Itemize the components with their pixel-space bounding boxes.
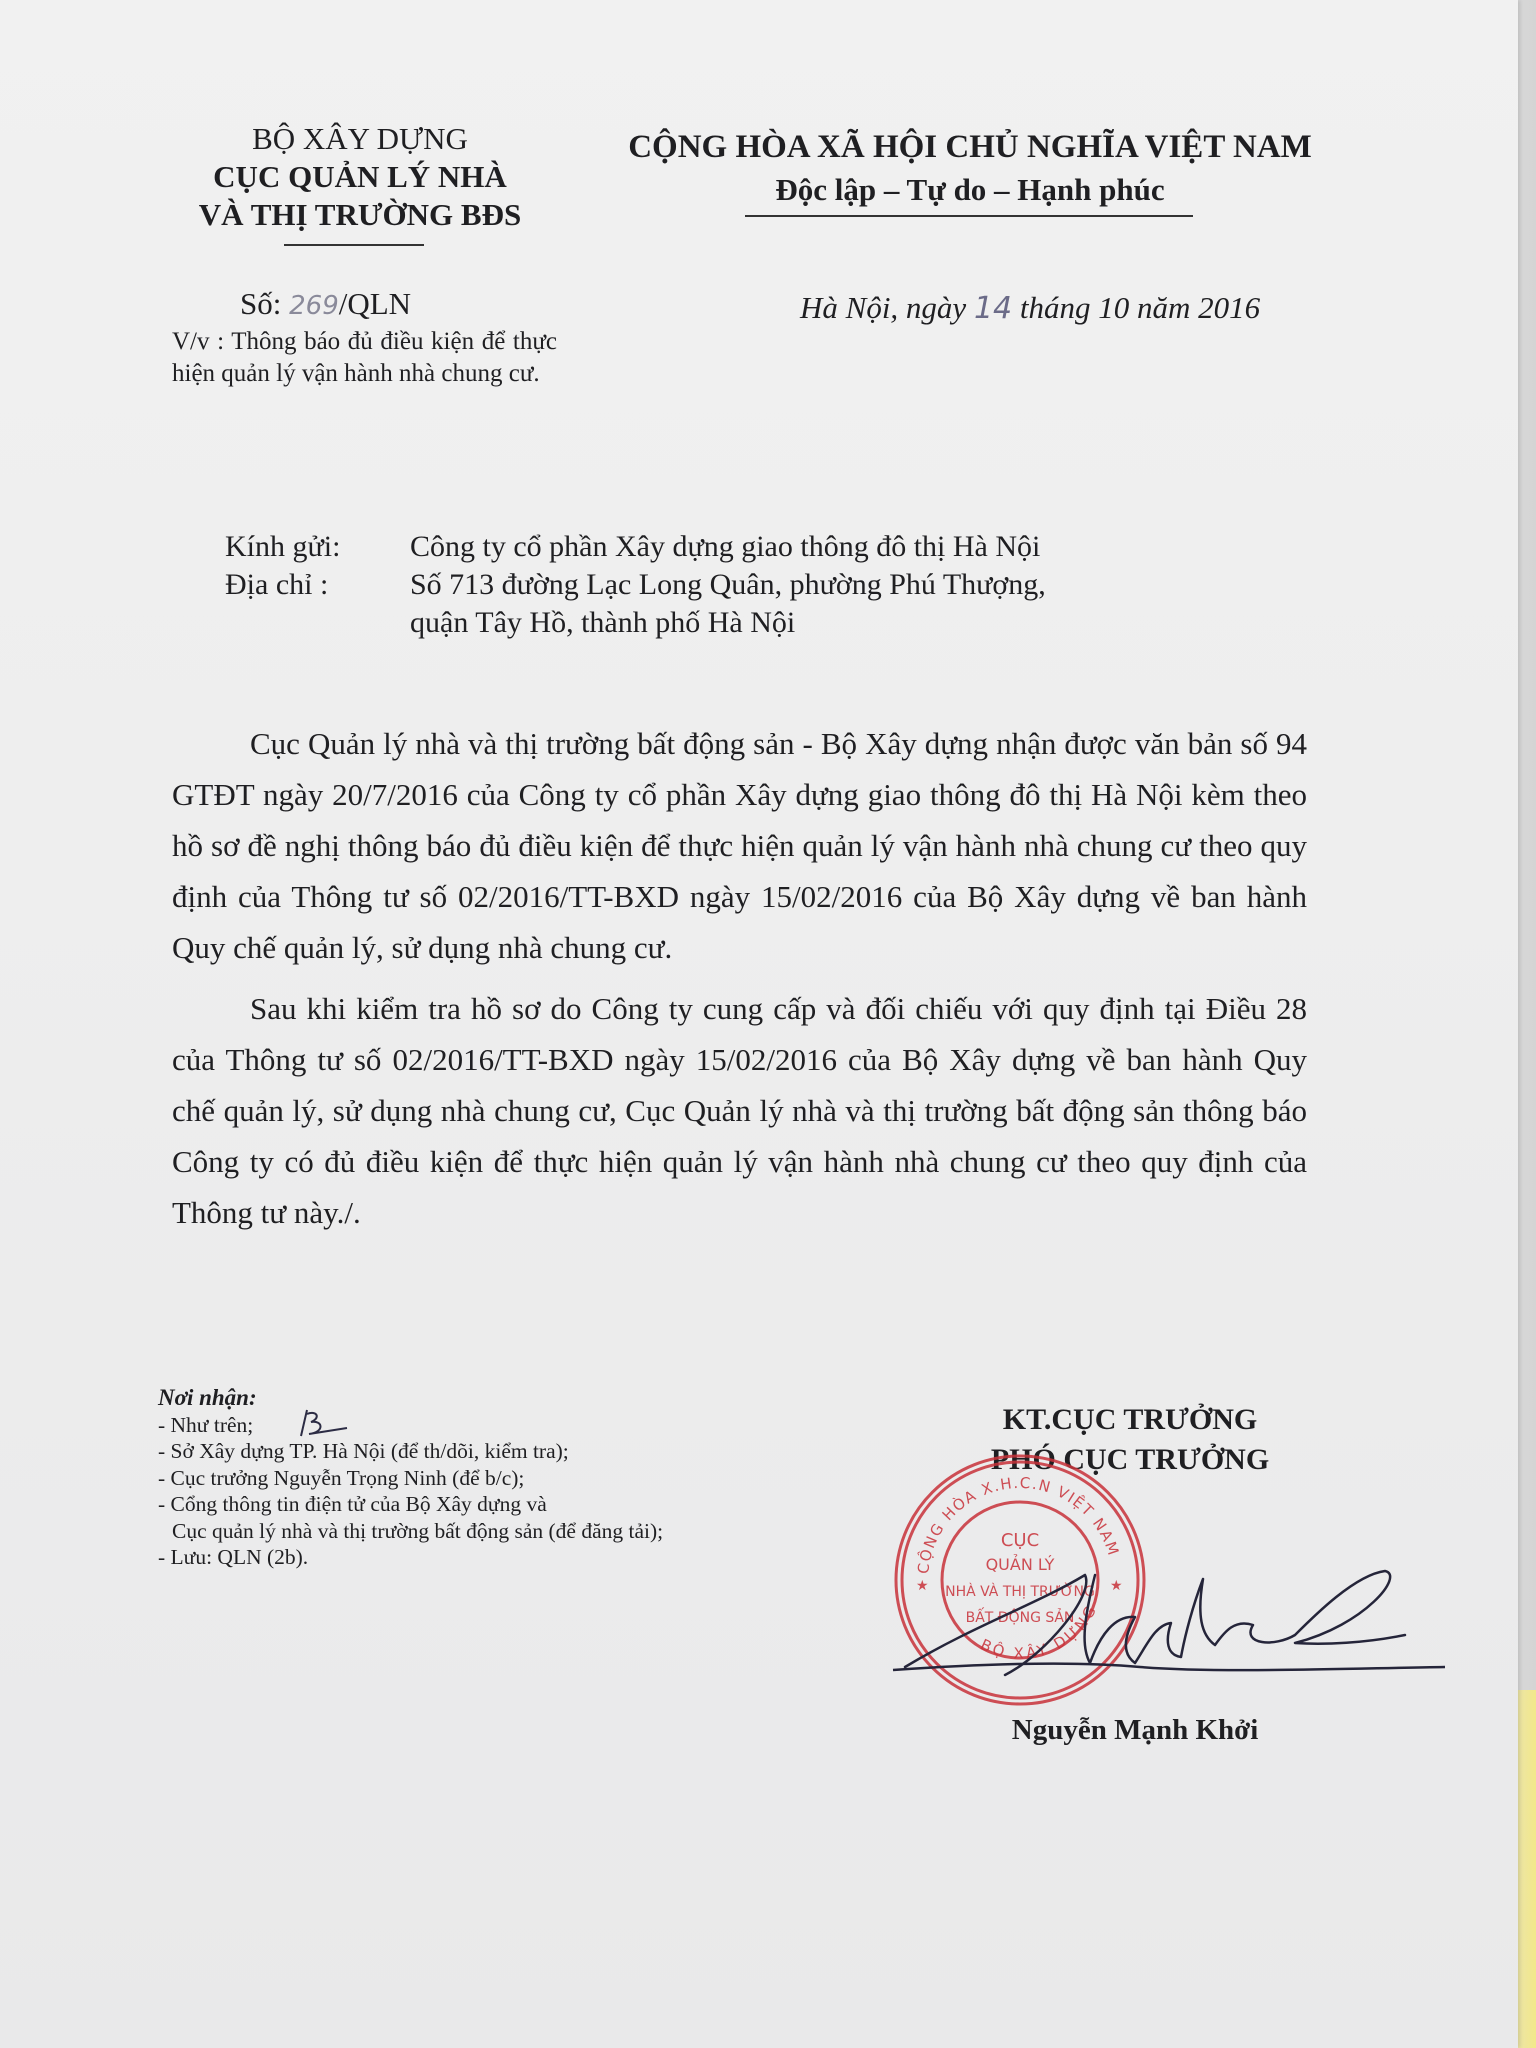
distribution-item: - Cổng thông tin điện tử của Bộ Xây dựng và	[158, 1492, 547, 1516]
distribution-item: - Sở Xây dựng TP. Hà Nội (để th/dõi, kiểm tra);	[158, 1439, 569, 1463]
body-paragraph-2: Sau khi kiểm tra hồ sơ do Công ty cung cấp và đối chiếu với quy định tại Điều 28 của Thông tư số 02/2016/TT-BXD ngày 15/02/2016 của Bộ Xây dựng về ban hành Quy chế quản lý, sử dụng nhà chung cư, Cục Quản lý nhà và thị trường bất động sản thông báo Công ty có đủ điều kiện để thực hiện quản lý vận hành nhà chung cư theo quy định của Thông tư này./.	[172, 991, 1307, 1230]
svg-text:NHÀ VÀ THỊ TRƯỜNG: NHÀ VÀ THỊ TRƯỜNG	[945, 1584, 1095, 1600]
letter-body	[172, 718, 1307, 1248]
department-name-line2: VÀ THỊ TRƯỜNG BĐS	[198, 197, 522, 232]
svg-text:★: ★	[1110, 1578, 1123, 1594]
issue-date: Hà Nội, ngày 14 tháng 10 năm 2016	[800, 290, 1261, 326]
issue-day-handwritten: 14	[973, 291, 1013, 326]
initials-mark	[293, 1406, 353, 1444]
national-header	[570, 125, 1370, 211]
motto-underline	[745, 215, 1193, 217]
distribution-item: - Như trên;	[158, 1412, 798, 1439]
handwritten-signature	[885, 1535, 1455, 1695]
svg-text:BỘ XÂY DỰNG: BỘ XÂY DỰNG	[977, 1600, 1102, 1663]
address-label: Địa chỉ :	[225, 568, 329, 601]
ministry-name: BỘ XÂY DỰNG	[252, 121, 468, 156]
body-paragraph-1: Cục Quản lý nhà và thị trường bất động sản - Bộ Xây dựng nhận được văn bản số 94 GTĐT ngày 20/7/2016 của Công ty cổ phần Xây dựng giao thông đô thị Hà Nội kèm theo hồ sơ đề nghị thông báo đủ điều kiện để thực hiện quản lý vận hành nhà chung cư theo quy định của Thông tư số 02/2016/TT-BXD ngày 15/02/2016 của Bộ Xây dựng về ban hành Quy chế quản lý, sử dụng nhà chung cư.	[172, 726, 1307, 965]
document-subject: V/v : Thông báo đủ điều kiện để thực hiện quản lý vận hành nhà chung cư.	[172, 328, 557, 387]
svg-text:CỘNG HÒA X.H.C.N VIỆT NAM: CỘNG HÒA X.H.C.N VIỆT NAM	[914, 1473, 1123, 1575]
signer-title-1: KT.CỤC TRƯỞNG	[1002, 1403, 1258, 1436]
address-line1: Số 713 đường Lạc Long Quân, phường Phú Thượng,	[410, 568, 1046, 601]
distribution-item: - Cục trưởng Nguyễn Trọng Ninh (để b/c);	[158, 1465, 525, 1490]
signer-name: Nguyễn Mạnh Khởi	[1011, 1714, 1259, 1746]
document-number: Số: 269/QLN	[240, 286, 412, 321]
distribution-item: Cục quản lý nhà và thị trường bất động sản (để đăng tải);	[172, 1518, 664, 1543]
country-name: CỘNG HÒA XÃ HỘI CHỦ NGHĨA VIỆT NAM	[628, 129, 1312, 165]
svg-text:CỤC: CỤC	[1000, 1530, 1040, 1551]
issuer-underline	[284, 244, 424, 246]
signer-title-2: PHÓ CỤC TRƯỞNG	[990, 1443, 1270, 1476]
document-number-handwritten: 269	[289, 291, 339, 321]
svg-text:QUẢN LÝ: QUẢN LÝ	[985, 1555, 1055, 1574]
national-motto: Độc lập – Tự do – Hạnh phúc	[775, 172, 1165, 207]
address-line2: quận Tây Hồ, thành phố Hà Nội	[410, 606, 796, 639]
recipient-label: Kính gửi:	[225, 530, 341, 563]
department-name-line1: CỤC QUẢN LÝ NHÀ	[213, 159, 507, 194]
svg-text:★: ★	[916, 1578, 929, 1594]
svg-text:BẤT ĐỘNG SẢN: BẤT ĐỘNG SẢN	[965, 1610, 1075, 1626]
distribution-item: - Lưu: QLN (2b).	[158, 1545, 309, 1569]
recipient-name: Công ty cổ phần Xây dựng giao thông đô thị Hà Nội	[410, 530, 1041, 563]
distribution-list	[158, 1385, 798, 1571]
distribution-title: Nơi nhận:	[158, 1385, 257, 1410]
issuer-header	[150, 120, 570, 234]
recipient-block	[225, 528, 1046, 642]
